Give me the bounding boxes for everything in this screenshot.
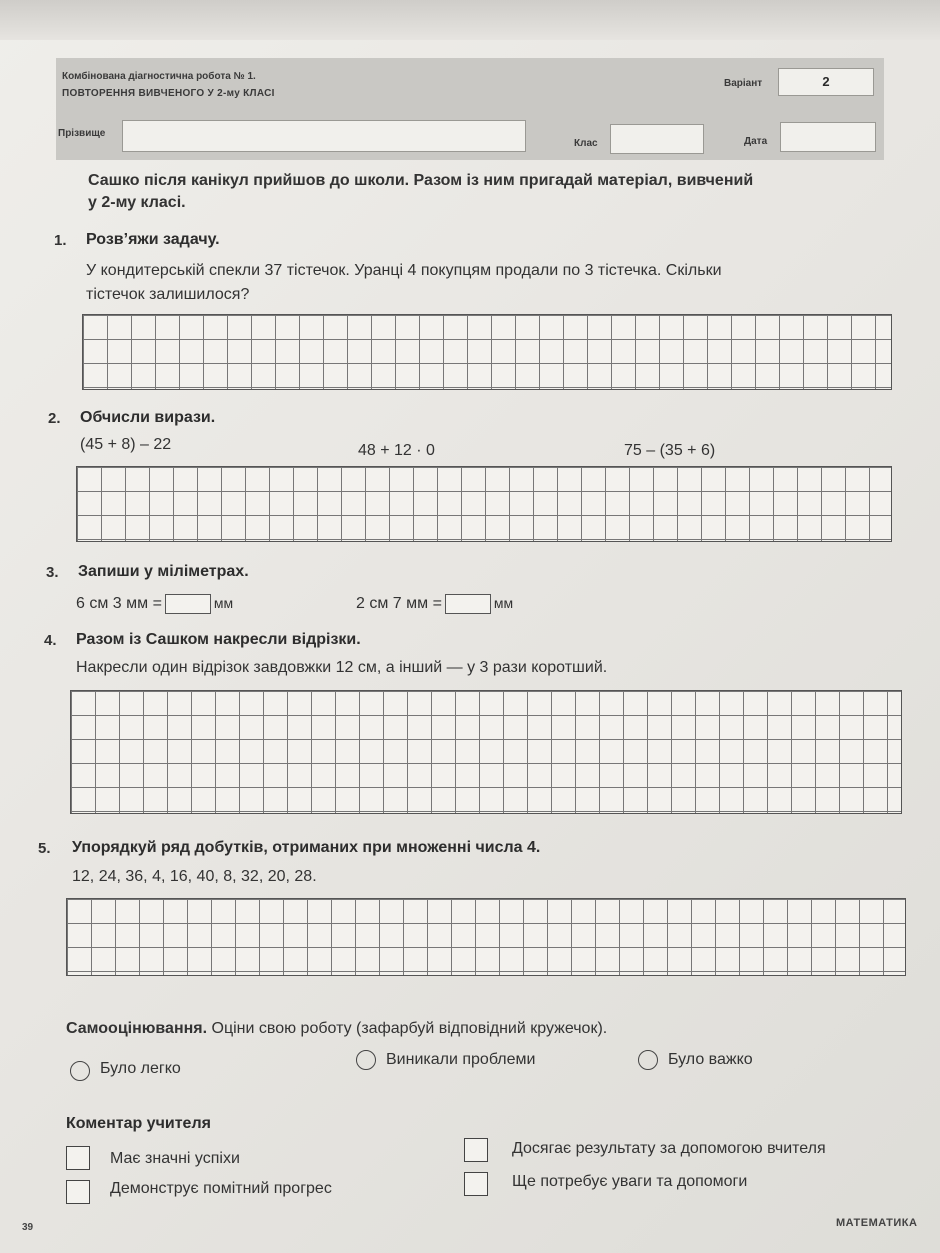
- header-panel: [56, 58, 884, 160]
- q3-title: Запиши у міліметрах.: [78, 563, 249, 580]
- q1-number: 1.: [54, 232, 67, 249]
- q1-title: Розв’яжи задачу.: [86, 231, 220, 248]
- teacher-comment-checkbox-3[interactable]: [464, 1138, 488, 1162]
- teacher-comment-checkbox-1[interactable]: [66, 1146, 90, 1170]
- q3-item-1-unit: мм: [213, 595, 234, 612]
- intro-line-1: Сашко після канікул прийшов до школи. Разом із ним пригадай матеріал, вивчений: [88, 172, 754, 189]
- variant-value-box: 2: [778, 68, 874, 96]
- self-assessment-title-rest: Оціни свою роботу (зафарбуй відповідний кружечок).: [207, 1020, 608, 1037]
- q2-expression-2: 48 + 12 · 0: [358, 442, 435, 459]
- page-number: 39: [22, 1222, 34, 1233]
- self-assessment-hard-radio[interactable]: [638, 1050, 658, 1070]
- self-assessment-easy-radio[interactable]: [70, 1061, 90, 1081]
- q4-text-line-1: Накресли один відрізок завдовжки 12 см, а інший — у 3 рази коротший.: [76, 659, 608, 676]
- q5-number: 5.: [38, 840, 51, 857]
- teacher-comment-option-3: Досягає результату за допомогою вчителя: [512, 1140, 826, 1157]
- q4-number: 4.: [44, 632, 57, 649]
- q2-answer-grid[interactable]: [76, 466, 892, 542]
- q1-answer-grid[interactable]: [82, 314, 892, 390]
- q5-answer-grid[interactable]: [66, 898, 906, 976]
- surname-field[interactable]: [122, 120, 526, 152]
- intro-line-2: у 2-му класі.: [88, 194, 186, 211]
- q3-item-1-text: 6 см 3 мм =: [76, 595, 162, 613]
- variant-label: Варіант: [724, 78, 763, 89]
- class-field[interactable]: [610, 124, 704, 154]
- self-assessment-problems-label: Виникали проблеми: [386, 1051, 536, 1068]
- q5-title: Упорядкуй ряд добутків, отриманих при множенні числа 4.: [72, 839, 541, 856]
- q3-item-2-text: 2 см 7 мм =: [356, 595, 442, 613]
- date-field[interactable]: [780, 122, 876, 152]
- teacher-comment-option-1: Має значні успіхи: [110, 1150, 240, 1167]
- q3-item-2-answer-box[interactable]: [445, 594, 491, 614]
- teacher-comment-checkbox-2[interactable]: [66, 1180, 90, 1204]
- q2-expression-3: 75 – (35 + 6): [624, 442, 716, 459]
- q2-title: Обчисли вирази.: [80, 409, 216, 426]
- q1-text-line-2: тістечок залишилося?: [86, 286, 250, 303]
- q3-item-2-unit: мм: [493, 595, 514, 612]
- subject-label: МАТЕМАТИКА: [836, 1217, 918, 1229]
- surname-label: Прізвище: [58, 128, 106, 139]
- q5-number-sequence: 12, 24, 36, 4, 16, 40, 8, 32, 20, 28.: [72, 868, 317, 885]
- q3-item-1: [76, 594, 233, 614]
- page-top-shadow: [0, 0, 940, 40]
- self-assessment-problems-radio[interactable]: [356, 1050, 376, 1070]
- q3-item-2: [356, 594, 513, 614]
- class-label: Клас: [574, 138, 598, 149]
- date-label: Дата: [744, 136, 768, 147]
- header-subtitle: ПОВТОРЕННЯ ВИВЧЕНОГО У 2-му КЛАСІ: [62, 88, 275, 99]
- self-assessment-title: [66, 1020, 607, 1038]
- q4-drawing-grid[interactable]: [70, 690, 902, 814]
- teacher-comment-option-4: Ще потребує уваги та допомоги: [512, 1173, 748, 1190]
- q1-text-line-1: У кондитерській спекли 37 тістечок. Уранці 4 покупцям продали по 3 тістечка. Скільки: [86, 262, 722, 279]
- q3-number: 3.: [46, 564, 59, 581]
- teacher-comment-option-2: Демонструє помітний прогрес: [110, 1180, 332, 1197]
- self-assessment-easy-label: Було легко: [100, 1060, 181, 1077]
- header-title: Комбінована діагностична робота № 1.: [62, 71, 256, 82]
- self-assessment-hard-label: Було важко: [668, 1051, 753, 1068]
- q4-title: Разом із Сашком накресли відрізки.: [76, 631, 361, 648]
- q2-expression-1: (45 + 8) – 22: [80, 436, 172, 453]
- teacher-comment-title: Коментар учителя: [66, 1115, 211, 1132]
- q3-item-1-answer-box[interactable]: [165, 594, 211, 614]
- q2-number: 2.: [48, 410, 61, 427]
- teacher-comment-checkbox-4[interactable]: [464, 1172, 488, 1196]
- self-assessment-title-bold: Самооцінювання.: [66, 1020, 208, 1037]
